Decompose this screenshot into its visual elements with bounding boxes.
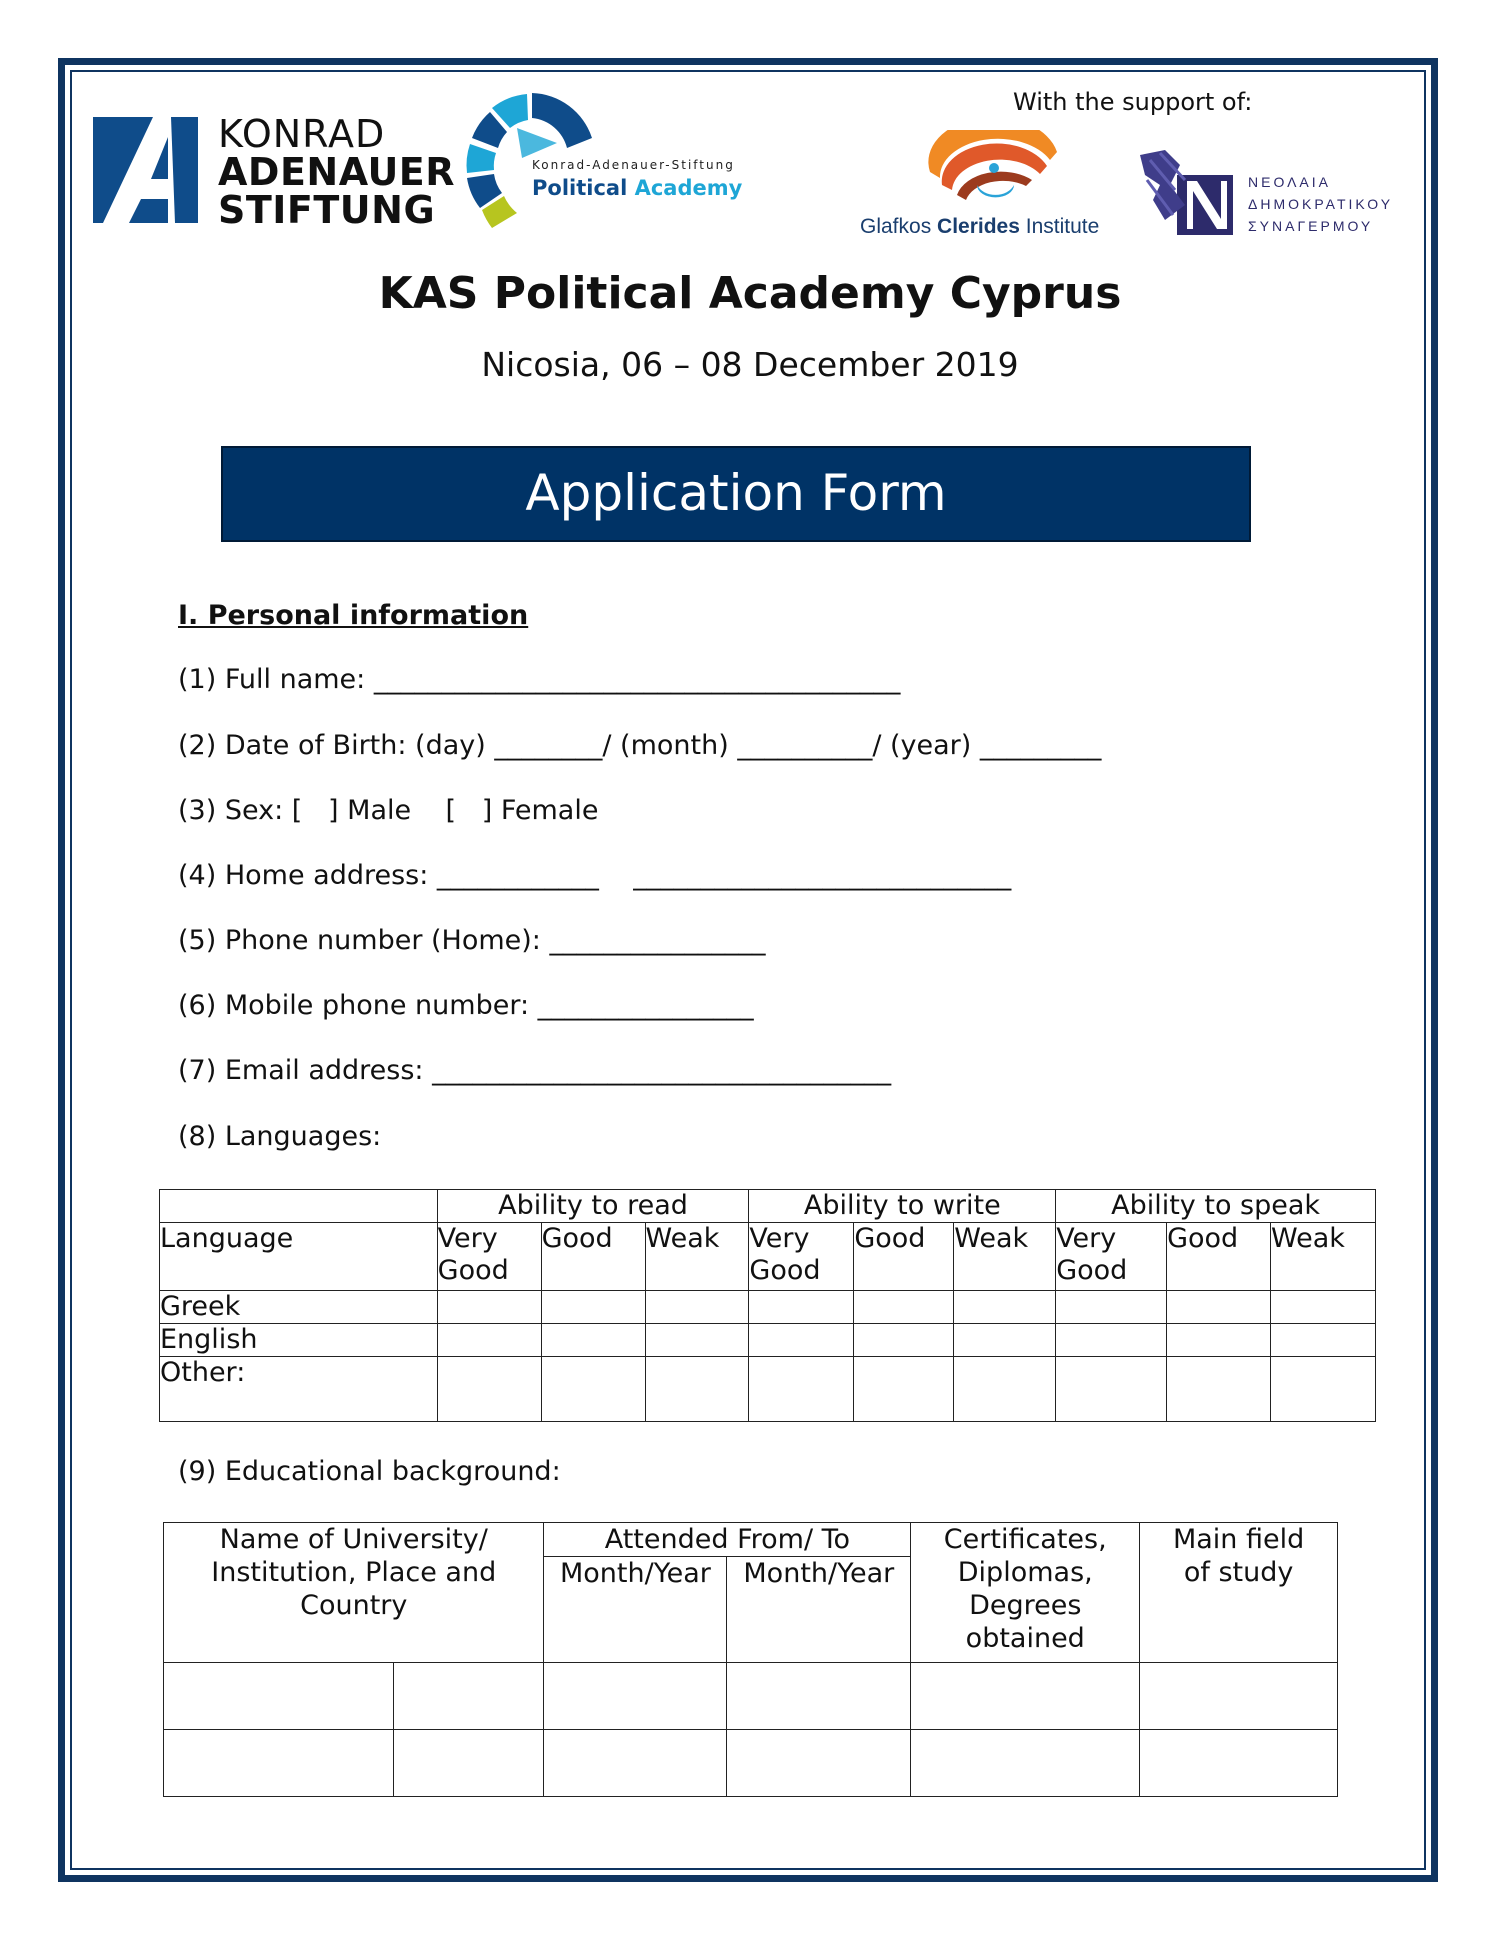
language-row-other (160, 1357, 1376, 1422)
kas-logo (93, 112, 456, 232)
education-cell[interactable] (911, 1730, 1140, 1797)
home-address-field[interactable]: (4) Home address: ____________ ____________________________ (178, 860, 1012, 891)
kas-logo-mark-icon (93, 117, 198, 223)
rating-cell[interactable] (954, 1324, 1056, 1357)
read-good-header: Good (541, 1223, 645, 1291)
kas-logo-line2: ADENAUER (218, 150, 456, 194)
certificates-header: Certificates, Diplomas, Degrees obtained (911, 1523, 1140, 1663)
glafkos-clerides-label (860, 215, 1099, 239)
language-name-cell[interactable]: Other: (160, 1357, 438, 1422)
rating-cell[interactable] (749, 1324, 854, 1357)
attended-header: Attended From/ To (544, 1523, 911, 1557)
education-cell[interactable] (1140, 1730, 1338, 1797)
field-of-study-header: Main field of study (1140, 1523, 1338, 1663)
rating-cell[interactable] (437, 1324, 541, 1357)
speak-weak-header: Weak (1271, 1223, 1376, 1291)
language-row-greek (160, 1291, 1376, 1324)
rating-cell[interactable] (1167, 1291, 1271, 1324)
institution-header: Name of University/ Institution, Place and Country (164, 1523, 544, 1663)
attended-to-header: Month/Year (727, 1557, 911, 1663)
rating-cell[interactable] (1271, 1357, 1376, 1422)
ability-to-read-header: Ability to read (437, 1190, 749, 1223)
rating-cell[interactable] (1271, 1324, 1376, 1357)
email-field[interactable]: (7) Email address: __________________________________ (178, 1055, 892, 1086)
education-entry-row (164, 1730, 1338, 1797)
write-good-header: Good (854, 1223, 954, 1291)
mobile-phone-field[interactable]: (6) Mobile phone number: ________________ (178, 990, 754, 1021)
political-academy-word2: Academy (634, 176, 743, 200)
rating-cell[interactable] (954, 1291, 1056, 1324)
ability-to-speak-header: Ability to speak (1056, 1190, 1376, 1223)
application-form-banner: Application Form (221, 446, 1251, 542)
languages-label: (8) Languages: (178, 1121, 382, 1152)
rating-cell[interactable] (1167, 1357, 1271, 1422)
full-name-field[interactable]: (1) Full name: _______________________________________ (178, 664, 901, 695)
rating-cell[interactable] (954, 1357, 1056, 1422)
rating-cell[interactable] (1167, 1324, 1271, 1357)
political-academy-logo (462, 88, 762, 238)
support-label: With the support of: (1013, 88, 1253, 116)
neolaia-disy-logo (1135, 145, 1415, 240)
rating-cell[interactable] (437, 1291, 541, 1324)
education-cell[interactable] (911, 1663, 1140, 1730)
languages-group-header-row (160, 1190, 1376, 1223)
kas-logo-line3: STIFTUNG (218, 188, 436, 232)
neolaia-disy-mark-icon (1135, 145, 1233, 237)
political-academy-small-text: Konrad-Adenauer-Stiftung (532, 158, 735, 172)
education-cell[interactable] (164, 1730, 394, 1797)
languages-table (159, 1189, 1376, 1422)
section-personal-information-heading: I. Personal information (178, 600, 529, 631)
educational-background-label: (9) Educational background: (178, 1456, 561, 1487)
neolaia-disy-text (1248, 171, 1393, 237)
attended-from-header: Month/Year (544, 1557, 727, 1663)
rating-cell[interactable] (437, 1357, 541, 1422)
page-title: KAS Political Academy Cyprus (378, 268, 1122, 319)
phone-home-field[interactable]: (5) Phone number (Home): ________________ (178, 925, 766, 956)
ability-to-write-header: Ability to write (749, 1190, 1056, 1223)
read-weak-header: Weak (645, 1223, 749, 1291)
kas-logo-line1: KONRAD (218, 112, 386, 156)
speak-good-header: Good (1167, 1223, 1271, 1291)
rating-cell[interactable] (1056, 1324, 1167, 1357)
education-cell[interactable] (727, 1730, 911, 1797)
neolaia-line1: ΝΕΟΛΑΙΑ (1248, 174, 1332, 190)
language-name-cell: Greek (160, 1291, 438, 1324)
education-cell[interactable] (164, 1663, 394, 1730)
rating-cell[interactable] (1056, 1357, 1167, 1422)
language-name-cell: English (160, 1324, 438, 1357)
speak-very-good-header: Very Good (1056, 1223, 1167, 1291)
page-subtitle: Nicosia, 06 – 08 December 2019 (481, 345, 1019, 384)
education-cell[interactable] (544, 1663, 727, 1730)
rating-cell[interactable] (1056, 1291, 1167, 1324)
glafkos-word2: Clerides (937, 215, 1020, 238)
date-of-birth-field[interactable]: (2) Date of Birth: (day) ________/ (month) __________/ (year) _________ (178, 730, 1102, 761)
neolaia-line2: ΔΗΜΟΚΡΑΤΙΚΟΥ (1248, 196, 1394, 212)
education-entry-row (164, 1663, 1338, 1730)
rating-cell[interactable] (854, 1291, 954, 1324)
rating-cell[interactable] (541, 1291, 645, 1324)
write-very-good-header: Very Good (749, 1223, 854, 1291)
rating-cell[interactable] (645, 1357, 749, 1422)
languages-corner-cell (160, 1190, 438, 1223)
write-weak-header: Weak (954, 1223, 1056, 1291)
rating-cell[interactable] (854, 1357, 954, 1422)
neolaia-line3: ΣΥΝΑΓΕΡΜΟΥ (1248, 218, 1374, 234)
education-cell[interactable] (544, 1730, 727, 1797)
glafkos-clerides-mark-icon (922, 130, 1072, 210)
education-cell[interactable] (1140, 1663, 1338, 1730)
education-table (163, 1522, 1338, 1797)
political-academy-word1: Political (532, 176, 628, 200)
political-academy-big-text (532, 176, 742, 200)
education-cell[interactable] (393, 1663, 544, 1730)
rating-cell[interactable] (854, 1324, 954, 1357)
sex-field[interactable]: (3) Sex: [ ] Male [ ] Female (178, 795, 599, 826)
rating-cell[interactable] (1271, 1291, 1376, 1324)
rating-cell[interactable] (645, 1291, 749, 1324)
language-row-english (160, 1324, 1376, 1357)
glafkos-word1: Glafkos (860, 215, 932, 238)
education-cell[interactable] (727, 1663, 911, 1730)
rating-cell[interactable] (749, 1357, 854, 1422)
read-very-good-header: Very Good (437, 1223, 541, 1291)
education-cell[interactable] (393, 1730, 544, 1797)
glafkos-word3: Institute (1025, 215, 1100, 238)
languages-level-header-row (160, 1223, 1376, 1291)
education-header-row (164, 1523, 1338, 1557)
rating-cell[interactable] (541, 1357, 645, 1422)
rating-cell[interactable] (749, 1291, 854, 1324)
rating-cell[interactable] (541, 1324, 645, 1357)
glafkos-clerides-logo (860, 130, 1125, 242)
rating-cell[interactable] (645, 1324, 749, 1357)
language-column-header: Language (160, 1223, 438, 1291)
